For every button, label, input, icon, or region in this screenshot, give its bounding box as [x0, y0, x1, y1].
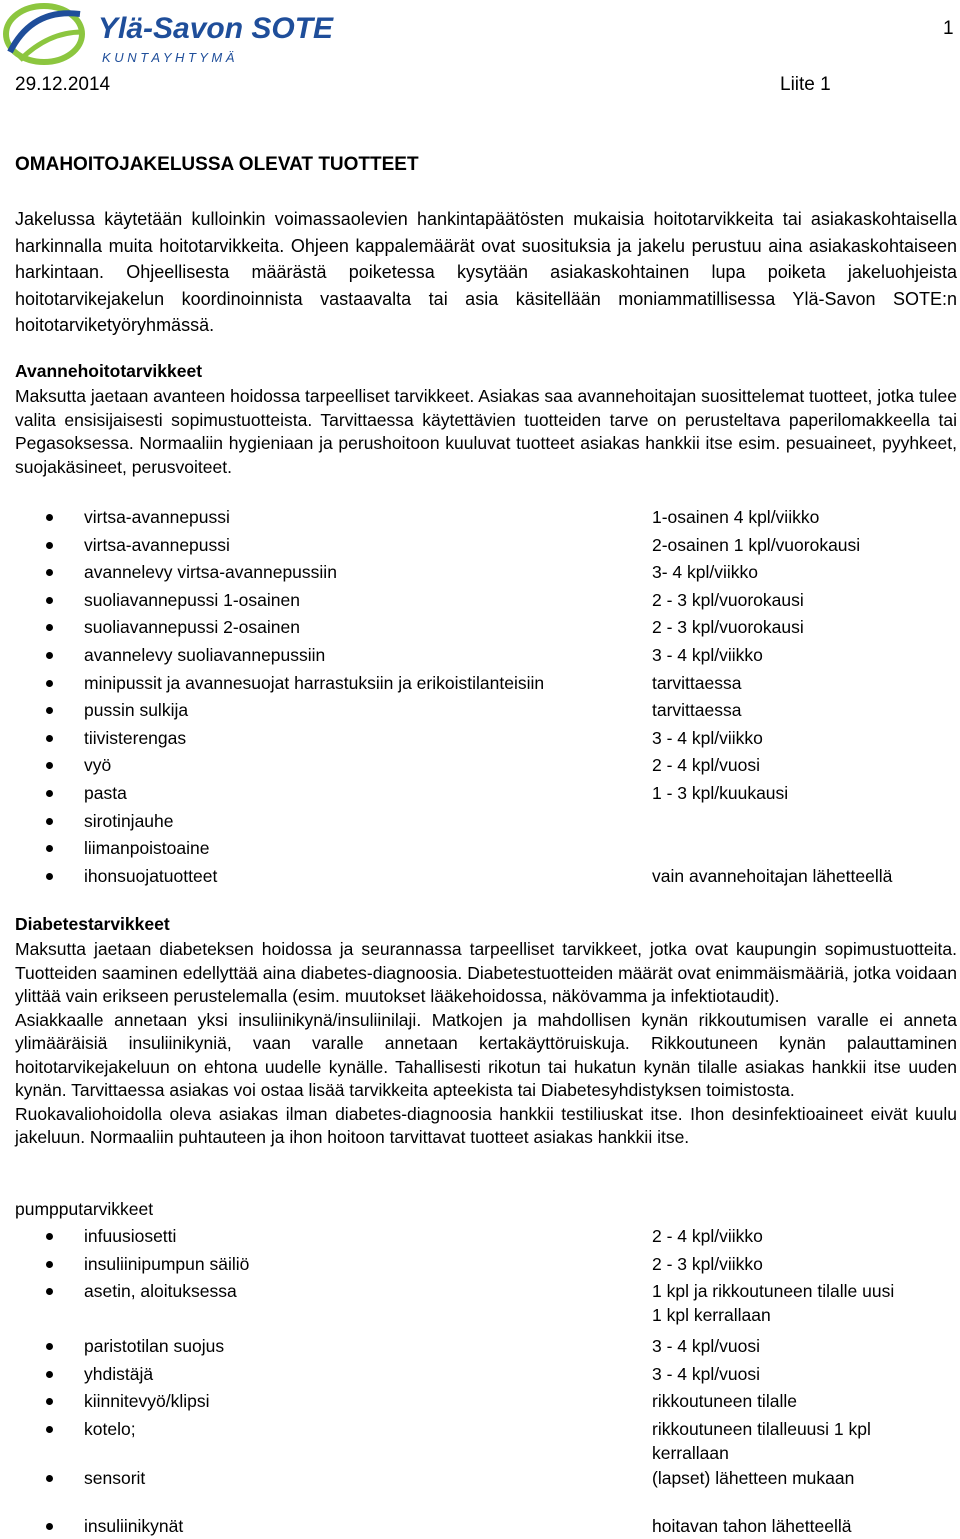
- item-name: suoliavannepussi 2-osainen: [84, 617, 300, 638]
- bullet-icon: [46, 762, 53, 769]
- item-name: insuliinikynät: [84, 1516, 184, 1536]
- page-number: 1: [943, 18, 954, 39]
- logo-mark-icon: [2, 2, 342, 66]
- item-name: paristotilan suojus: [84, 1336, 225, 1356]
- item-quantity: 2-osainen 1 kpl/vuorokausi: [652, 534, 861, 555]
- logo-name: Ylä-Savon SOTE: [98, 12, 334, 45]
- bullet-icon: [46, 1233, 53, 1240]
- item-quantity: 1-osainen 4 kpl/viikko: [652, 507, 820, 527]
- item-name: avannelevy suoliavannepussiin: [84, 645, 326, 665]
- item-quantity: tarvittaessa: [652, 672, 742, 693]
- item-name: liimanpoistoaine: [84, 838, 210, 859]
- bullet-icon: [46, 873, 53, 880]
- bullet-icon: [46, 1523, 53, 1530]
- item-name: ihonsuojatuotteet: [84, 865, 218, 886]
- item-name: virtsa-avannepussi: [84, 534, 230, 555]
- bullet-icon: [46, 790, 53, 797]
- bullet-icon: [46, 514, 53, 521]
- item-quantity: rikkoutuneen tilalle: [652, 1391, 797, 1411]
- bullet-icon: [46, 707, 53, 714]
- attachment-label: Liite 1: [780, 74, 831, 95]
- item-quantity: (lapset) lähetteen mukaan: [652, 1468, 855, 1488]
- bullet-icon: [46, 735, 53, 742]
- item-quantity: rikkoutuneen tilalleuusi 1 kpl kerrallaan: [652, 1418, 871, 1463]
- item-name: virtsa-avannepussi: [84, 507, 230, 527]
- item-quantity: vain avannehoitajan lähetteellä: [652, 865, 893, 886]
- item-quantity: 2 - 3 kpl/vuorokausi: [652, 589, 804, 610]
- item-name: pussin sulkija: [84, 700, 189, 721]
- bullet-icon: [46, 1343, 53, 1350]
- bullet-icon: [46, 1475, 53, 1482]
- item-name: insuliinipumpun säiliö: [84, 1253, 250, 1274]
- document-date: 29.12.2014: [15, 74, 111, 95]
- item-quantity: 2 - 4 kpl/vuosi: [652, 755, 760, 776]
- item-quantity: 3 - 4 kpl/vuosi: [652, 1363, 760, 1384]
- ostomy-paragraph: Maksutta jaetaan avanteen hoidossa tarpeelliset tarvikkeet. Asiakas saa avannehoitajan suosittelemat tuotteet, jotka tulee valita ensisijaisesti sopimustuotteista. Tarvittaessa käytettävien tuotteiden tarve on perusteltava paperilomakkeella tai Pegasoksessa. Normaaliin hygieniaan ja perushoitoon kuuluvat tuotteet asiakas hankkii itse esim. pesuaineet, pyyhkeet, suojakäsineet, perusvoiteet.: [15, 386, 957, 477]
- bullet-icon: [46, 845, 53, 852]
- item-name: minipussit ja avannesuojat harrastuksiin ja erikoistilanteisiin: [84, 672, 545, 693]
- item-quantity: hoitavan tahon lähetteellä: [652, 1516, 852, 1536]
- item-name: kiinnitevyö/klipsi: [84, 1391, 210, 1411]
- item-quantity: 1 - 3 kpl/kuukausi: [652, 783, 789, 803]
- item-name: asetin, aloituksessa: [84, 1281, 237, 1301]
- logo: [2, 2, 342, 66]
- item-quantity: 3 - 4 kpl/vuosi: [652, 1336, 760, 1356]
- pump-supplies-label: pumpputarvikkeet: [15, 1199, 154, 1219]
- bullet-icon: [46, 1426, 53, 1433]
- bullet-icon: [46, 1261, 53, 1268]
- item-name: vyö: [84, 755, 112, 776]
- item-name: yhdistäjä: [84, 1363, 154, 1384]
- diabetes-heading: Diabetestarvikkeet: [15, 914, 170, 934]
- item-name: suoliavannepussi 1-osainen: [84, 589, 300, 610]
- item-name: kotelo;: [84, 1418, 136, 1439]
- item-name: sensorit: [84, 1468, 146, 1488]
- diabetes-paragraph-3: Ruokavaliohoidolla oleva asiakas ilman diabetes-diagnoosia hankkii testiliuskat itse. Ihon desinfektioaineet eivät kuulu jakeluun. Normaaliin puhtauteen ja ihon hoitoon tarvittavat tuotteet asiakas hankkii itse.: [15, 1103, 957, 1147]
- intro-paragraph: Jakelussa käytetään kulloinkin voimassaolevien hankintapäätösten mukaisia hoitotarvikkeita tai asiakaskohtaisella harkinnalla muita hoitotarvikkeita. Ohjeen kappalemäärät ovat suosituksia ja jakelu perustuu aina asiakaskohtaiseen harkintaan. Ohjeellisesta määrästä poiketessa kysytään asiakaskohtainen lupa poiketa jakeluohjeista hoitotarvikejakelun koordinoinnista vastaavalta tai asia käsitellään moniammatillisessa Ylä-Savon SOTE:n hoitotarviketyöryhmässä.: [15, 209, 957, 335]
- bullet-icon: [46, 1288, 53, 1295]
- ostomy-heading: Avannehoitotarvikkeet: [15, 361, 203, 381]
- item-name: infuusiosetti: [84, 1226, 177, 1246]
- bullet-icon: [46, 652, 53, 659]
- bullet-icon: [46, 1371, 53, 1378]
- bullet-icon: [46, 569, 53, 576]
- item-name: tiivisterengas: [84, 727, 187, 748]
- diabetes-paragraph-1: Maksutta jaetaan diabeteksen hoidossa ja seurannassa tarpeelliset tarvikkeet, jotka ovat kaupungin sopimustuotteita. Tuotteiden saaminen edellyttää aina diabetes-diagnoosia. Diabetestuotteiden määrät ovat enimmäismääriä, jotka voidaan ylittää vain erikseen perustelemalla (esim. muutokset lääkehoidossa, näkövamma ja infektiotaudit).: [15, 939, 957, 1006]
- item-quantity: 2 - 3 kpl/vuorokausi: [652, 617, 804, 638]
- item-quantity: 2 - 3 kpl/viikko: [652, 1253, 763, 1274]
- item-quantity: 3 - 4 kpl/viikko: [652, 727, 763, 748]
- item-quantity: 2 - 4 kpl/viikko: [652, 1226, 763, 1246]
- item-name: pasta: [84, 783, 127, 803]
- item-quantity: 1 kpl ja rikkoutuneen tilalle uusi 1 kpl kerrallaan: [652, 1281, 895, 1325]
- item-name: sirotinjauhe: [84, 810, 174, 831]
- bullet-icon: [46, 680, 53, 687]
- item-quantity: tarvittaessa: [652, 700, 742, 721]
- item-quantity: 3- 4 kpl/viikko: [652, 562, 759, 583]
- bullet-icon: [46, 542, 53, 549]
- page-title: OMAHOITOJAKELUSSA OLEVAT TUOTTEET: [15, 154, 419, 175]
- diabetes-text: [15, 938, 957, 1150]
- bullet-icon: [46, 818, 53, 825]
- bullet-icon: [46, 1398, 53, 1405]
- item-quantity: 3 - 4 kpl/viikko: [652, 645, 763, 665]
- diabetes-paragraph-2: Asiakkaalle annetaan yksi insuliinikynä/insuliinilaji. Matkojen ja mahdollisen kynän rikkoutumisen varalle ei anneta ylimääräisiä insuliinikyniä, vaan varalle annetaan kertakäyttöruiskuja. Rikkoutuneen kynän palauttaminen hoitotarvikejakeluun on ehtona uudelle kynälle. Tahallisesti rikotun tai hukatun kynän tilalle asiakas hankkii itse uuden kynän. Tarvittaessa asiakas voi ostaa lisää tarvikkeita apteekista tai Diabetesyhdistyksen toimistosta.: [15, 1009, 957, 1100]
- bullet-icon: [46, 624, 53, 631]
- item-name: avannelevy virtsa-avannepussiin: [84, 562, 337, 583]
- logo-subtitle: K U N T A Y H T Y M Ä: [102, 50, 235, 65]
- bullet-icon: [46, 597, 53, 604]
